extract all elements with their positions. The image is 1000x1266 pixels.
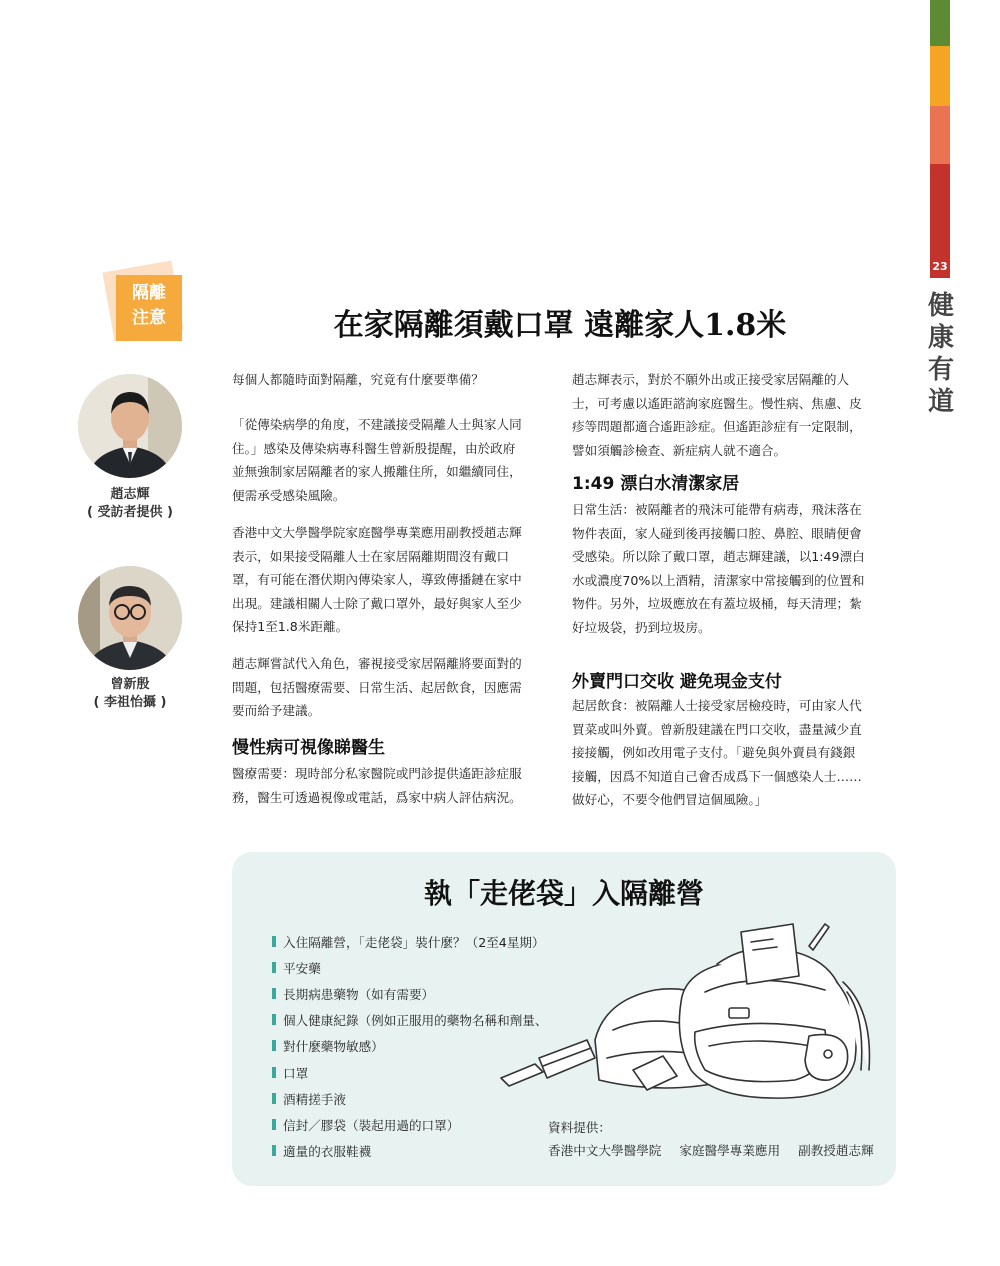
text-line: 買菜或叫外賣。曾新殷建議在門口交收，盡量減少直: [572, 721, 862, 737]
page-number: 23: [930, 256, 950, 278]
list-item-text: 口罩: [283, 1065, 309, 1081]
credit-line: [548, 1139, 874, 1162]
list-item: [272, 1111, 572, 1137]
tag-line: 隔離: [132, 283, 166, 303]
text-line: 士，可考慮以遙距諮詢家庭醫生。慢性病、焦慮、皮: [572, 395, 862, 411]
text-line: 起居飲食：被隔離人士接受家居檢疫時，可由家人代: [572, 698, 862, 713]
credit-org: 香港中文大學醫學院: [548, 1143, 662, 1158]
portrait-caption: [50, 676, 210, 712]
section-char: 康: [928, 323, 955, 353]
text-line: 物件。另外，垃圾應放在有蓋垃圾桶，每天清理；紮: [572, 596, 862, 611]
text-line: 要而給予建議。: [232, 703, 321, 718]
text-line: 每個人都隨時面對隔離，究竟有什麼要準備？: [232, 372, 484, 387]
text-line: 接觸，因爲不知道自己會否成爲下一個感染人士……: [572, 768, 862, 784]
text-line: 香港中文大學醫學院家庭醫學專業應用副教授趙志輝: [232, 525, 522, 540]
text-line: 表示，如果接受隔離人士在家居隔離期間沒有戴口: [232, 548, 510, 564]
portrait-photo: [78, 566, 182, 670]
list-item-text: 酒精搓手液: [283, 1091, 346, 1107]
list-item-text: 長期病患藥物（如有需要）: [283, 986, 435, 1002]
subheading: 慢性病可視像睇醫生: [232, 738, 385, 758]
text-line: 疹等問題都適合遙距診症。但遙距診症有一定限制，: [572, 419, 862, 434]
list-item: [272, 1138, 572, 1164]
col1-paragraph-3: [232, 521, 548, 639]
credit-dept: 家庭醫學專業應用: [679, 1143, 781, 1158]
color-strip-yellow: [930, 46, 950, 106]
list-item-text: 對什麼藥物敏感）: [283, 1039, 384, 1055]
list-item-text: 個人健康紀錄（例如正服用的藥物名稱和劑量、: [283, 1013, 548, 1029]
portrait-name: 趙志輝: [110, 487, 150, 502]
topic-tag: [116, 275, 182, 341]
text-line: 趙志輝表示，對於不願外出或正接受家居隔離的人: [572, 372, 850, 387]
color-strip-red: [930, 164, 950, 256]
text-line: 受感染。所以除了戴口罩，趙志輝建議，以1:49漂白: [572, 549, 865, 564]
text-line: 問題，包括醫療需要、日常生活、起居飲食，因應需: [232, 679, 522, 695]
text-line: 務，醫生可透過視像或電話，爲家中病人評估病況。: [232, 789, 522, 805]
col1-paragraph-4: [232, 652, 548, 723]
photo-credit: ( 李祖怡攝 ): [93, 695, 167, 710]
bullet-icon: [272, 962, 276, 973]
text-line: 日常生活：被隔離者的飛沫可能帶有病毒，飛沫落在: [572, 502, 862, 517]
col1-paragraph-5: [232, 762, 548, 809]
col1-paragraph-2: [232, 413, 548, 507]
text-line: 「從傳染病學的角度，不建議接受隔離人士與家人同: [232, 417, 522, 432]
text-line: 譬如須觸診檢查、新症病人就不適合。: [572, 442, 787, 458]
portrait-caption: [50, 486, 210, 522]
subheading: 1:49 漂白水清潔家居: [572, 474, 740, 494]
bullet-icon: [272, 1119, 276, 1130]
text-line: 物件表面，家人碰到後再接觸口腔、鼻腔、眼睛便會: [572, 525, 862, 541]
text-line: 水或濃度70%以上酒精，清潔家中常接觸到的位置和: [572, 572, 865, 588]
text-line: 趙志輝嘗試代入角色，審視接受家居隔離將要面對的: [232, 656, 522, 671]
portrait-name: 曾新殷: [110, 677, 150, 692]
subheading: 外賣門口交收 避免現金支付: [572, 672, 782, 692]
credit-label: 資料提供：: [548, 1120, 611, 1135]
bullet-icon: [272, 1014, 276, 1025]
text-line: 接接觸，例如改用電子支付。「避免與外賣員有錢銀: [572, 745, 856, 760]
info-box-title: 執「走佬袋」入隔離營: [423, 877, 704, 910]
text-line: 好垃圾袋，扔到垃圾房。: [572, 619, 711, 635]
bullet-icon: [272, 1040, 276, 1051]
text-line: 並無強制家居隔離者的家人搬離住所，如繼續同住，: [232, 464, 522, 479]
color-strip-green: [930, 0, 950, 46]
list-item-text: 信封／膠袋（裝起用過的口罩）: [283, 1117, 460, 1133]
text-line: 便需承受感染風險。: [232, 487, 346, 503]
color-strip-salmon: [930, 106, 950, 164]
bullet-icon: [272, 1145, 276, 1156]
section-char: 道: [928, 387, 955, 417]
list-item-text: 適量的衣服鞋襪: [283, 1144, 372, 1160]
text-line: 出現。建議相關人士除了戴口罩外，最好與家人至少: [232, 595, 522, 611]
col2-paragraph-3: [572, 694, 890, 812]
person-icon: [78, 566, 182, 670]
text-line: 住。」感染及傳染病專科醫生曾新殷提醒，由於政府: [232, 440, 516, 456]
tag-line: 注意: [132, 308, 166, 328]
list-item-text: 平安藥: [283, 960, 321, 976]
col1-paragraph-1: [232, 368, 548, 392]
col2-paragraph-1: [572, 368, 890, 462]
text-line: 罩，有可能在潛伏期內傳染家人，導致傳播鏈在家中: [232, 572, 522, 587]
list-item-text: 入住隔離營，「走佬袋」裝什麼？（2至4星期）: [283, 934, 545, 950]
text-line: 醫療需要：現時部分私家醫院或門診提供遙距診症服: [232, 766, 522, 781]
col2-paragraph-2: [572, 498, 890, 639]
photo-credit: ( 受訪者提供 ): [87, 505, 173, 520]
portrait-photo: [78, 374, 182, 478]
headline: 在家隔離須戴口罩 遠離家人1.8米: [333, 308, 787, 343]
bullet-icon: [272, 936, 276, 947]
text-line: 保持1至1.8米距離。: [232, 619, 349, 634]
section-title: [928, 290, 954, 418]
text-line: 做好心，不要令他們冒這個風險。」: [572, 792, 768, 807]
credit-person: 副教授趙志輝: [798, 1143, 874, 1158]
source-credit: [548, 1116, 874, 1162]
section-char: 有: [928, 355, 955, 385]
backpack-illustration-icon: [495, 920, 885, 1100]
section-char: 健: [928, 291, 955, 321]
person-icon: [78, 374, 182, 478]
bullet-icon: [272, 1067, 276, 1078]
bullet-icon: [272, 1093, 276, 1104]
bullet-icon: [272, 988, 276, 999]
